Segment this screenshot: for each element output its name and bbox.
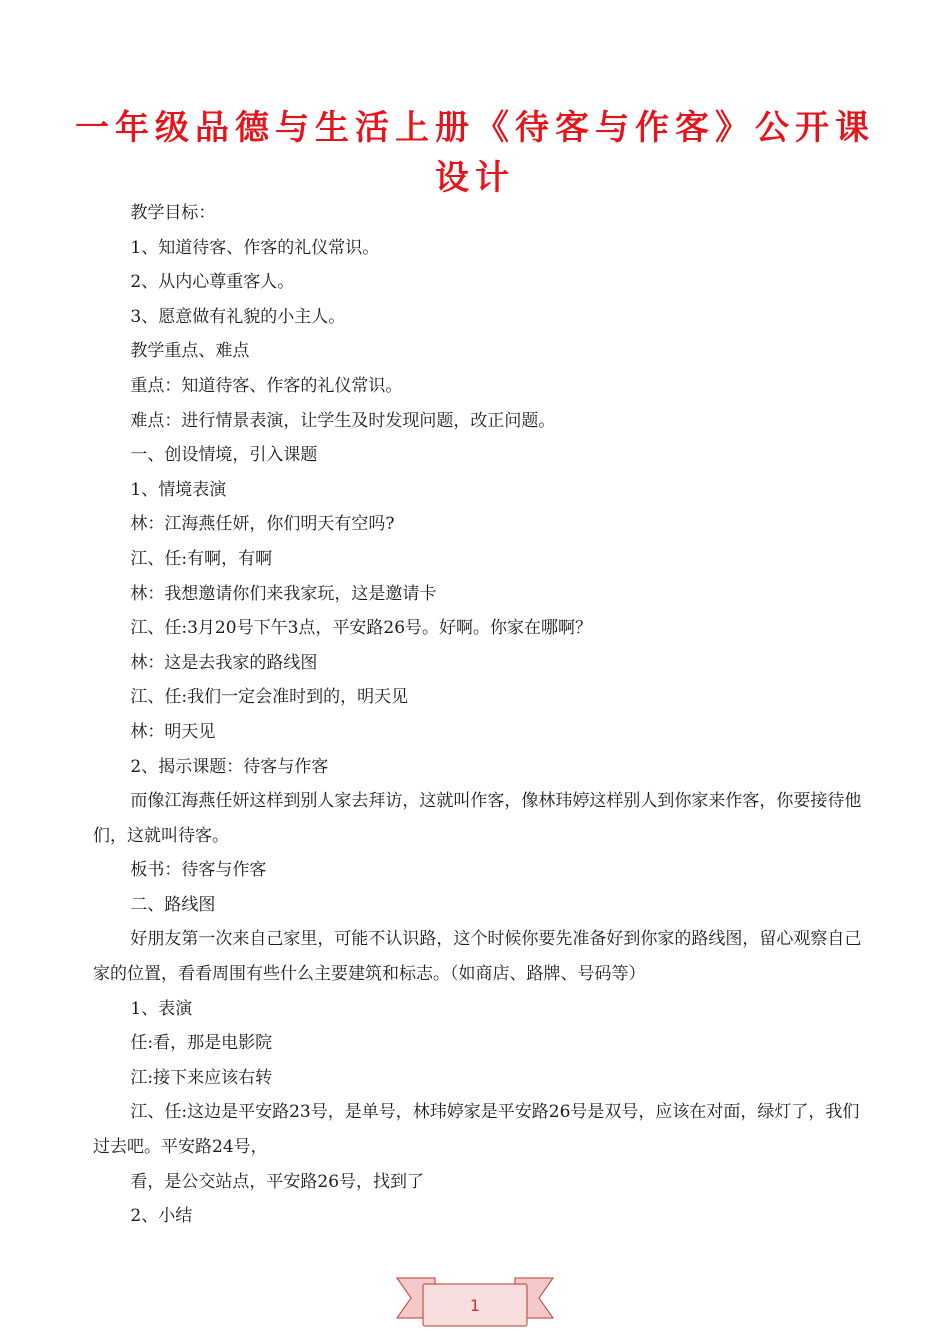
paragraph: 林：我想邀请你们来我家玩，这是邀请卡 <box>130 583 437 604</box>
paragraph: 江、任:这边是平安路23号，是单号，林玮婷家是平安路26号是双号，应该在对面，绿灯了，我们过去吧。平安路24号， <box>93 1102 860 1158</box>
paragraph: 林：这是去我家的路线图 <box>130 652 318 673</box>
paragraph: 1、知道待客、作客的礼仪常识。 <box>130 237 380 258</box>
document-title: 一年级品德与生活上册《待客与作客》公开课设计 <box>75 108 875 198</box>
paragraph: 2、揭示课题：待客与作客 <box>130 756 329 777</box>
paragraph: 教学目标： <box>130 203 216 223</box>
paragraph: 江、任:3月20号下午3点，平安路26号。好啊。你家在哪啊？ <box>130 618 593 639</box>
paragraph: 林：江海燕任妍，你们明天有空吗? <box>130 514 395 535</box>
paragraph: 2、从内心尊重客人。 <box>130 272 295 293</box>
paragraph: 难点：进行情景表演，让学生及时发现问题，改正问题。 <box>130 410 556 431</box>
paragraph: 任:看，那是电影院 <box>130 1033 273 1054</box>
paragraph: 而像江海燕任妍这样到别人家去拜访，这就叫作客，像林玮婷这样别人到你家来作客，你要接待他们，这就叫待客。 <box>93 791 862 846</box>
page-number: 1 <box>469 1296 481 1315</box>
paragraph: 好朋友第一次来自己家里，可能不认识路，这个时候你要先准备好到你家的路线图，留心观察自己家的位置，看看周围有些什么主要建筑和标志。（如商店、路牌、号码等） <box>93 929 862 985</box>
paragraph: 重点：知道待客、作客的礼仪常识。 <box>130 375 403 396</box>
paragraph: 江、任:我们一定会准时到的，明天见 <box>130 687 409 708</box>
paragraph: 3、愿意做有礼貌的小主人。 <box>130 306 346 327</box>
paragraph: 一、创设情境，引入课题 <box>130 445 318 466</box>
paragraph: 1、表演 <box>130 998 193 1019</box>
paragraph: 林：明天见 <box>130 721 216 742</box>
paragraph: 看，是公交站点，平安路26号，找到了 <box>130 1171 425 1192</box>
paragraph: 板书：待客与作客 <box>130 860 267 881</box>
paragraph: 2、小结 <box>130 1206 193 1227</box>
paragraph: 教学重点、难点 <box>130 341 250 362</box>
paragraph: 1、情境表演 <box>130 479 227 500</box>
paragraph: 江、任:有啊，有啊 <box>130 548 273 569</box>
document-body <box>93 196 863 1234</box>
paragraph: 江:接下来应该右转 <box>130 1067 273 1088</box>
paragraph: 二、路线图 <box>130 894 216 915</box>
page-footer <box>395 1270 555 1332</box>
